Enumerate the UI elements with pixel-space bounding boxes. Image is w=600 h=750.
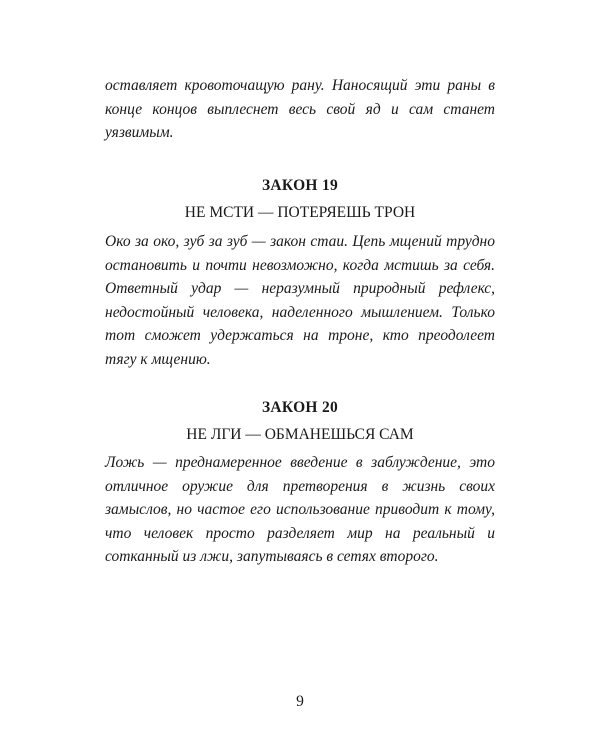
law-20-title: НЕ ЛГИ — ОБМАНЕШЬСЯ САМ: [186, 426, 414, 443]
intro-paragraph: оставляет кровоточащую рану. Наносящий эти раны в конце концов выплеснет весь свой яд и сам станет уязвимым.: [105, 77, 495, 141]
law-19-heading: ЗАКОН 19: [261, 177, 339, 194]
law-19-paragraph: Око за око, зуб за зуб — закон стаи. Цепь мщений трудно остановить и почти невозможно, когда мстишь за себя. Ответный удар — неразумный природный рефлекс, недостойный человека, наделенного мышлением. Только тот сможет удержаться на троне, кто преодолеет тягу к мщению.: [105, 233, 495, 368]
law-20-paragraph: Ложь — преднамеренное введение в заблуждение, это отличное оружие для претворения в жизнь своих замыслов, но частое его использование приводит к тому, что человек просто разделяет мир на реальный и сотканный из лжи, запутываясь в сетях второго.: [105, 454, 495, 565]
law-19-title: НЕ МСТИ — ПОТЕРЯЕШЬ ТРОН: [184, 204, 416, 221]
law-20-heading: ЗАКОН 20: [261, 399, 339, 416]
page-number: 9: [296, 693, 304, 710]
